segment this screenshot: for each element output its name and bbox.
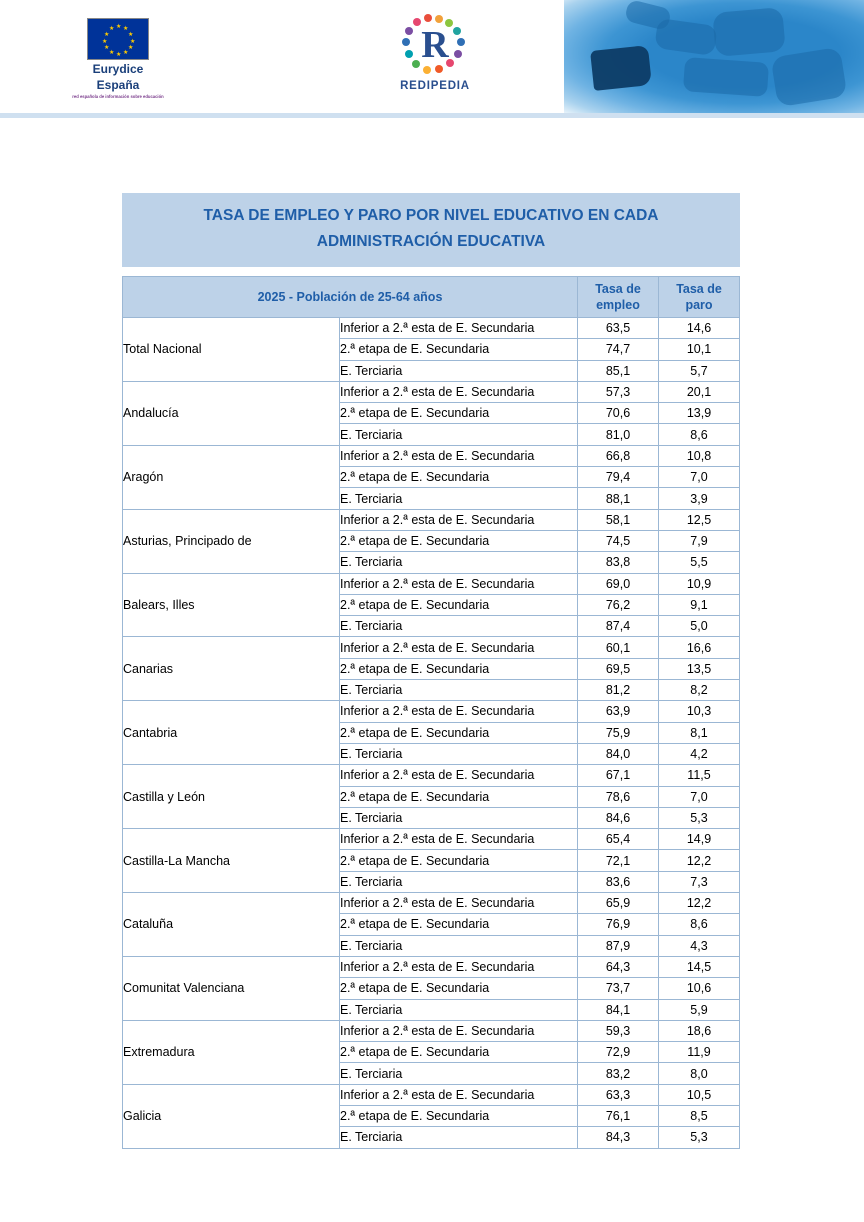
page-header — [0, 0, 864, 118]
header-employment-rate: Tasa de empleo — [578, 277, 659, 318]
unemployment-rate-cell: 8,6 — [659, 424, 740, 445]
education-level-cell: 2.ª etapa de E. Secundaria — [340, 594, 578, 615]
unemployment-rate-cell: 7,9 — [659, 530, 740, 551]
unemployment-rate-cell: 8,5 — [659, 1105, 740, 1126]
region-cell: Cataluña — [123, 893, 340, 957]
unemployment-rate-cell: 13,5 — [659, 658, 740, 679]
header-period: 2025 - Población de 25-64 años — [123, 277, 578, 318]
employment-rate-cell: 84,0 — [578, 743, 659, 764]
education-level-cell: 2.ª etapa de E. Secundaria — [340, 850, 578, 871]
employment-rate-cell: 83,6 — [578, 871, 659, 892]
education-level-cell: 2.ª etapa de E. Secundaria — [340, 467, 578, 488]
education-level-cell: Inferior a 2.ª esta de E. Secundaria — [340, 829, 578, 850]
education-level-cell: 2.ª etapa de E. Secundaria — [340, 1042, 578, 1063]
redipedia-name: REDIPEDIA — [400, 80, 470, 92]
education-level-cell: Inferior a 2.ª esta de E. Secundaria — [340, 509, 578, 530]
redipedia-letter: R — [421, 24, 449, 66]
table-row — [123, 701, 740, 722]
employment-rate-cell: 76,9 — [578, 914, 659, 935]
education-level-cell: Inferior a 2.ª esta de E. Secundaria — [340, 765, 578, 786]
table-row — [123, 1020, 740, 1041]
employment-rate-cell: 88,1 — [578, 488, 659, 509]
education-level-cell: 2.ª etapa de E. Secundaria — [340, 339, 578, 360]
table-body — [123, 318, 740, 1149]
table-header — [123, 277, 740, 318]
employment-rate-cell: 87,4 — [578, 616, 659, 637]
education-level-cell: Inferior a 2.ª esta de E. Secundaria — [340, 1020, 578, 1041]
region-cell: Castilla y León — [123, 765, 340, 829]
unemployment-rate-cell: 5,9 — [659, 999, 740, 1020]
unemployment-rate-cell: 5,3 — [659, 807, 740, 828]
unemployment-rate-cell: 12,2 — [659, 850, 740, 871]
region-cell: Castilla-La Mancha — [123, 829, 340, 893]
employment-rate-cell: 59,3 — [578, 1020, 659, 1041]
table-row — [123, 829, 740, 850]
education-level-cell: Inferior a 2.ª esta de E. Secundaria — [340, 318, 578, 339]
table-row — [123, 573, 740, 594]
unemployment-rate-cell: 11,5 — [659, 765, 740, 786]
employment-rate-cell: 76,1 — [578, 1105, 659, 1126]
employment-rate-cell: 72,1 — [578, 850, 659, 871]
region-cell: Comunitat Valenciana — [123, 956, 340, 1020]
unemployment-rate-cell: 20,1 — [659, 381, 740, 402]
unemployment-rate-cell: 10,3 — [659, 701, 740, 722]
employment-rate-cell: 65,9 — [578, 893, 659, 914]
education-level-cell: 2.ª etapa de E. Secundaria — [340, 1105, 578, 1126]
employment-rate-cell: 83,2 — [578, 1063, 659, 1084]
unemployment-rate-cell: 9,1 — [659, 594, 740, 615]
header-unemployment-rate: Tasa de paro — [659, 277, 740, 318]
unemployment-rate-cell: 10,9 — [659, 573, 740, 594]
education-level-cell: Inferior a 2.ª esta de E. Secundaria — [340, 445, 578, 466]
table-header-row — [123, 277, 740, 318]
employment-rate-cell: 63,9 — [578, 701, 659, 722]
europe-map-icon — [564, 0, 864, 118]
education-level-cell: 2.ª etapa de E. Secundaria — [340, 722, 578, 743]
page-title: TASA DE EMPLEO Y PARO POR NIVEL EDUCATIVO EN CADA ADMINISTRACIÓN EDUCATIVA — [122, 193, 740, 267]
employment-rate-cell: 83,8 — [578, 552, 659, 573]
redipedia-logo — [385, 14, 485, 92]
employment-rate-cell: 81,2 — [578, 680, 659, 701]
employment-rate-cell: 63,3 — [578, 1084, 659, 1105]
unemployment-rate-cell: 4,2 — [659, 743, 740, 764]
education-level-cell: E. Terciaria — [340, 999, 578, 1020]
region-cell: Total Nacional — [123, 318, 340, 382]
employment-rate-cell: 58,1 — [578, 509, 659, 530]
table-row — [123, 381, 740, 402]
unemployment-rate-cell: 14,9 — [659, 829, 740, 850]
employment-rate-cell: 57,3 — [578, 381, 659, 402]
eurydice-name-line2: España — [96, 78, 140, 92]
document-body — [0, 118, 864, 1149]
unemployment-rate-cell: 12,2 — [659, 893, 740, 914]
education-level-cell: E. Terciaria — [340, 1127, 578, 1148]
education-level-cell: Inferior a 2.ª esta de E. Secundaria — [340, 893, 578, 914]
education-level-cell: 2.ª etapa de E. Secundaria — [340, 786, 578, 807]
education-level-cell: E. Terciaria — [340, 935, 578, 956]
education-level-cell: 2.ª etapa de E. Secundaria — [340, 658, 578, 679]
employment-rate-cell: 76,2 — [578, 594, 659, 615]
employment-rate-cell: 69,0 — [578, 573, 659, 594]
employment-rate-cell: 70,6 — [578, 403, 659, 424]
region-cell: Andalucía — [123, 381, 340, 445]
education-level-cell: 2.ª etapa de E. Secundaria — [340, 914, 578, 935]
employment-rate-cell: 84,1 — [578, 999, 659, 1020]
employment-rate-cell: 60,1 — [578, 637, 659, 658]
education-level-cell: E. Terciaria — [340, 488, 578, 509]
employment-rate-cell: 81,0 — [578, 424, 659, 445]
unemployment-rate-cell: 8,6 — [659, 914, 740, 935]
education-level-cell: 2.ª etapa de E. Secundaria — [340, 403, 578, 424]
unemployment-rate-cell: 3,9 — [659, 488, 740, 509]
employment-rate-cell: 74,5 — [578, 530, 659, 551]
unemployment-rate-cell: 14,5 — [659, 956, 740, 977]
table-row — [123, 445, 740, 466]
unemployment-rate-cell: 7,0 — [659, 786, 740, 807]
region-cell: Asturias, Principado de — [123, 509, 340, 573]
unemployment-rate-cell: 7,0 — [659, 467, 740, 488]
table-row — [123, 509, 740, 530]
education-level-cell: Inferior a 2.ª esta de E. Secundaria — [340, 1084, 578, 1105]
employment-rate-cell: 66,8 — [578, 445, 659, 466]
education-level-cell: Inferior a 2.ª esta de E. Secundaria — [340, 573, 578, 594]
employment-rate-cell: 73,7 — [578, 978, 659, 999]
unemployment-rate-cell: 13,9 — [659, 403, 740, 424]
education-level-cell: Inferior a 2.ª esta de E. Secundaria — [340, 701, 578, 722]
unemployment-rate-cell: 18,6 — [659, 1020, 740, 1041]
employment-rate-table — [122, 276, 740, 1149]
unemployment-rate-cell: 8,1 — [659, 722, 740, 743]
table-row — [123, 956, 740, 977]
employment-rate-cell: 67,1 — [578, 765, 659, 786]
eu-flag-icon: ★ ★ ★ ★ ★ ★ ★ ★ ★ ★ ★ ★ — [87, 18, 149, 60]
unemployment-rate-cell: 5,5 — [659, 552, 740, 573]
employment-rate-cell: 85,1 — [578, 360, 659, 381]
region-cell: Cantabria — [123, 701, 340, 765]
unemployment-rate-cell: 5,0 — [659, 616, 740, 637]
education-level-cell: E. Terciaria — [340, 360, 578, 381]
employment-rate-cell: 84,3 — [578, 1127, 659, 1148]
education-level-cell: E. Terciaria — [340, 424, 578, 445]
employment-rate-cell: 65,4 — [578, 829, 659, 850]
unemployment-rate-cell: 4,3 — [659, 935, 740, 956]
region-cell: Extremadura — [123, 1020, 340, 1084]
education-level-cell: 2.ª etapa de E. Secundaria — [340, 978, 578, 999]
table-row — [123, 637, 740, 658]
employment-rate-cell: 78,6 — [578, 786, 659, 807]
employment-rate-cell: 72,9 — [578, 1042, 659, 1063]
employment-rate-cell: 64,3 — [578, 956, 659, 977]
education-level-cell: 2.ª etapa de E. Secundaria — [340, 530, 578, 551]
employment-rate-cell: 79,4 — [578, 467, 659, 488]
eurydice-subtitle: red española de información sobre educación — [72, 94, 164, 99]
unemployment-rate-cell: 16,6 — [659, 637, 740, 658]
unemployment-rate-cell: 10,8 — [659, 445, 740, 466]
education-level-cell: E. Terciaria — [340, 616, 578, 637]
education-level-cell: Inferior a 2.ª esta de E. Secundaria — [340, 637, 578, 658]
education-level-cell: Inferior a 2.ª esta de E. Secundaria — [340, 956, 578, 977]
unemployment-rate-cell: 5,3 — [659, 1127, 740, 1148]
unemployment-rate-cell: 10,5 — [659, 1084, 740, 1105]
education-level-cell: E. Terciaria — [340, 680, 578, 701]
employment-rate-cell: 84,6 — [578, 807, 659, 828]
education-level-cell: E. Terciaria — [340, 743, 578, 764]
table-row — [123, 318, 740, 339]
unemployment-rate-cell: 10,6 — [659, 978, 740, 999]
table-row — [123, 893, 740, 914]
eurydice-logo — [72, 18, 164, 100]
unemployment-rate-cell: 11,9 — [659, 1042, 740, 1063]
employment-rate-cell: 87,9 — [578, 935, 659, 956]
region-cell: Aragón — [123, 445, 340, 509]
unemployment-rate-cell: 5,7 — [659, 360, 740, 381]
unemployment-rate-cell: 8,2 — [659, 680, 740, 701]
education-level-cell: E. Terciaria — [340, 807, 578, 828]
region-cell: Balears, Illes — [123, 573, 340, 637]
education-level-cell: E. Terciaria — [340, 1063, 578, 1084]
table-row — [123, 765, 740, 786]
unemployment-rate-cell: 10,1 — [659, 339, 740, 360]
unemployment-rate-cell: 12,5 — [659, 509, 740, 530]
table-row — [123, 1084, 740, 1105]
employment-rate-cell: 74,7 — [578, 339, 659, 360]
education-level-cell: E. Terciaria — [340, 552, 578, 573]
redipedia-logo-icon — [402, 14, 468, 76]
employment-rate-cell: 75,9 — [578, 722, 659, 743]
education-level-cell: Inferior a 2.ª esta de E. Secundaria — [340, 381, 578, 402]
employment-rate-cell: 63,5 — [578, 318, 659, 339]
employment-rate-cell: 69,5 — [578, 658, 659, 679]
unemployment-rate-cell: 7,3 — [659, 871, 740, 892]
eurydice-name-line1: Eurydice — [92, 62, 144, 76]
region-cell: Canarias — [123, 637, 340, 701]
education-level-cell: E. Terciaria — [340, 871, 578, 892]
unemployment-rate-cell: 8,0 — [659, 1063, 740, 1084]
unemployment-rate-cell: 14,6 — [659, 318, 740, 339]
region-cell: Galicia — [123, 1084, 340, 1148]
